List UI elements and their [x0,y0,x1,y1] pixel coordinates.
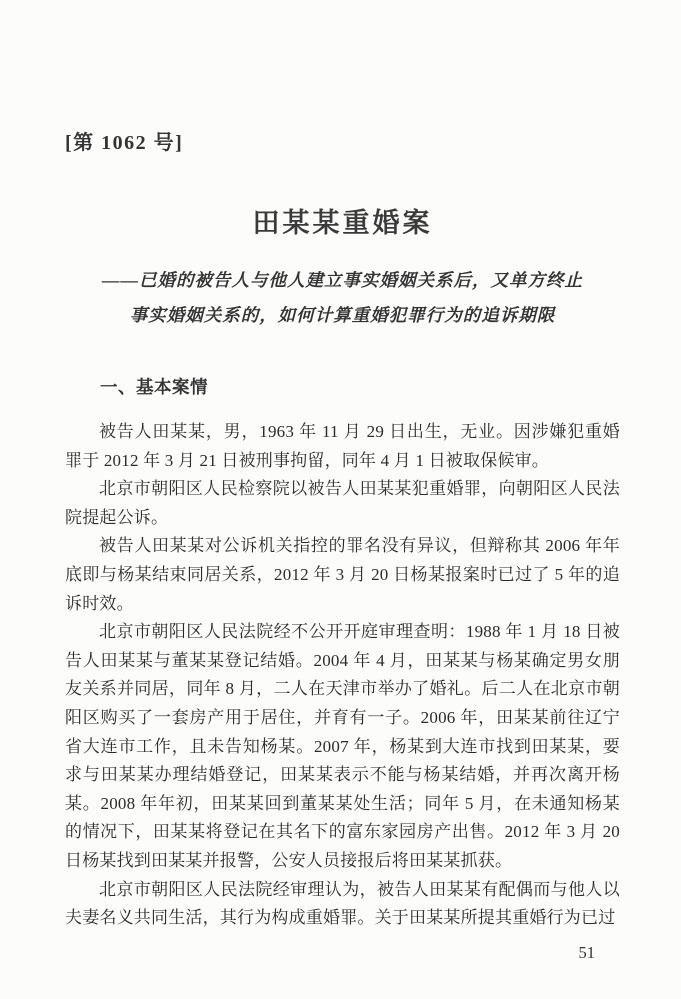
section-heading-basic-facts: 一、基本案情 [100,377,208,397]
subtitle-line-2: 事实婚姻关系的，如何计算重婚犯罪行为的追诉期限 [129,305,556,325]
case-title: 田某某重婚案 [252,208,433,238]
paragraph-defendant-info: 被告人田某某，男，1963 年 11 月 29 日出生，无业。因涉嫌犯重婚罪于 2012 年 3 月 21 日被刑事拘留，同年 4 月 1 日被取保候审。 [65,422,620,470]
case-number: [第 1062 号] [65,132,184,154]
paragraph-prosecution: 北京市朝阳区人民检察院以被告人田某某犯重婚罪，向朝阳区人民法院提起公诉。 [65,479,620,527]
paragraph-court-findings: 北京市朝阳区人民法院经不公开开庭审理查明：1988 年 1 月 18 日被告人田某某与董某某登记结婚。2004 年 4 月，田某某与杨某确定男女朋友关系并同居，同年 8 月，二人在天津市举办了婚礼。后二人在北京市朝阳区购买了一套房产用于居住，并育有一子。2006 年，田某某前往辽宁省大连市工作，且未告知杨某。2007 年，杨某到大连市找到田某某，要求与田某某办理结婚登记，田某某表示不能与杨某结婚，并再次离开杨某。2008 年年初，田某某回到董某某处生活；同年 5 月，在未通知杨某的情况下，田某某将登记在其名下的富东家园房产出售。2012 年 3 月 20 日杨某找到田某某并报警，公安人员接报后将田某某抓获。 [65,622,620,870]
subtitle-line-1: ——已婚的被告人与他人建立事实婚姻关系后，又单方终止 [102,270,583,290]
case-body [65,418,620,933]
page-number: 51 [578,943,595,962]
paragraph-court-opinion: 北京市朝阳区人民法院经审理认为，被告人田某某有配偶而与他人以夫妻名义共同生活，其行为构成重婚罪。关于田某某所提其重婚行为已过 [65,879,620,928]
paragraph-defense-claim: 被告人田某某对公诉机关指控的罪名没有异议，但辩称其 2006 年年底即与杨某结束同居关系，2012 年 3 月 20 日杨某报案时已过了 5 年的追诉时效。 [65,536,620,613]
case-subtitle [65,263,620,333]
